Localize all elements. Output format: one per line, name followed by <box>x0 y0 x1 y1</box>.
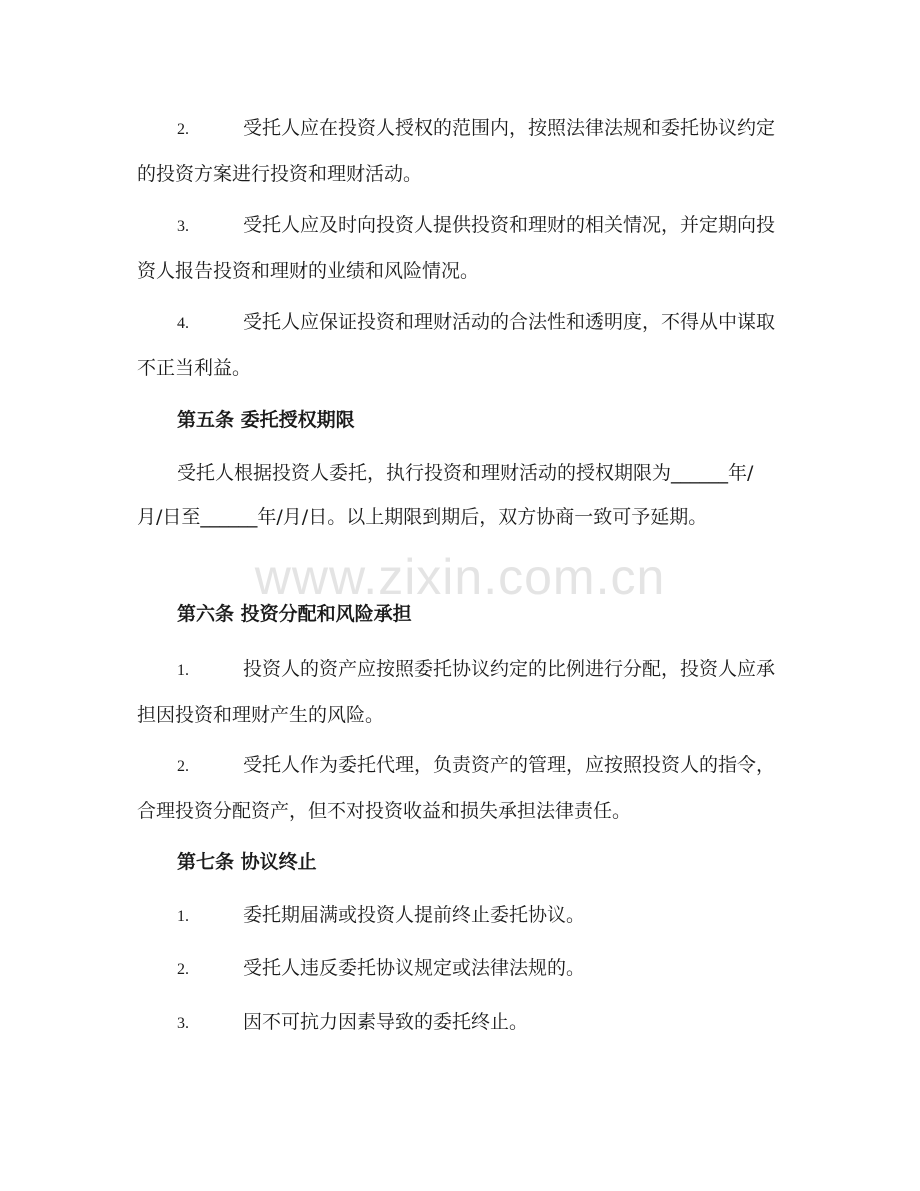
item-number: 2. <box>177 121 189 138</box>
item-text: 受托人应及时向投资人提供投资和理财的相关情况，并定期向投资人报告投资和理财的业绩和风险情况。 <box>137 214 776 282</box>
item-number: 1. <box>177 662 189 679</box>
item-text: 投资人的资产应按照委托协议约定的比例进行分配，投资人应承担因投资和理财产生的风险。 <box>137 658 776 726</box>
section-heading: 第六条 投资分配和风险承担 <box>177 603 412 625</box>
item-number: 1. <box>177 908 189 925</box>
list-item <box>137 106 777 196</box>
item-number: 2. <box>177 961 189 978</box>
watermark: www.zixin.com.cn <box>254 549 666 605</box>
section-heading: 第五条 委托授权期限 <box>177 409 355 431</box>
list-item <box>137 946 777 992</box>
list-item <box>137 893 777 939</box>
list-item <box>137 647 777 737</box>
item-number: 2. <box>177 758 189 775</box>
section-heading: 第七条 协议终止 <box>177 851 317 873</box>
list-item <box>137 743 777 833</box>
section-paragraph: 受托人根据投资人委托，执行投资和理财活动的授权期限为______年/月/日至______年/月/日。以上期限到期后，双方协商一致可予延期。 <box>137 462 754 528</box>
item-text: 受托人应在投资人授权的范围内，按照法律法规和委托协议约定的投资方案进行投资和理财活动。 <box>137 117 776 185</box>
list-item <box>137 203 777 293</box>
item-text: 受托人违反委托协议规定或法律法规的。 <box>243 957 586 979</box>
item-number: 3. <box>177 218 189 235</box>
list-item <box>137 300 777 390</box>
item-text: 委托期届满或投资人提前终止委托协议。 <box>243 904 586 926</box>
item-number: 4. <box>177 315 189 332</box>
list-item <box>137 1000 777 1046</box>
item-text: 因不可抗力因素导致的委托终止。 <box>243 1011 529 1033</box>
item-text: 受托人应保证投资和理财活动的合法性和透明度，不得从中谋取不正当利益。 <box>137 311 776 379</box>
item-number: 3. <box>177 1015 189 1032</box>
item-text: 受托人作为委托代理，负责资产的管理，应按照投资人的指令，合理投资分配资产，但不对投资收益和损失承担法律责任。 <box>137 754 776 822</box>
